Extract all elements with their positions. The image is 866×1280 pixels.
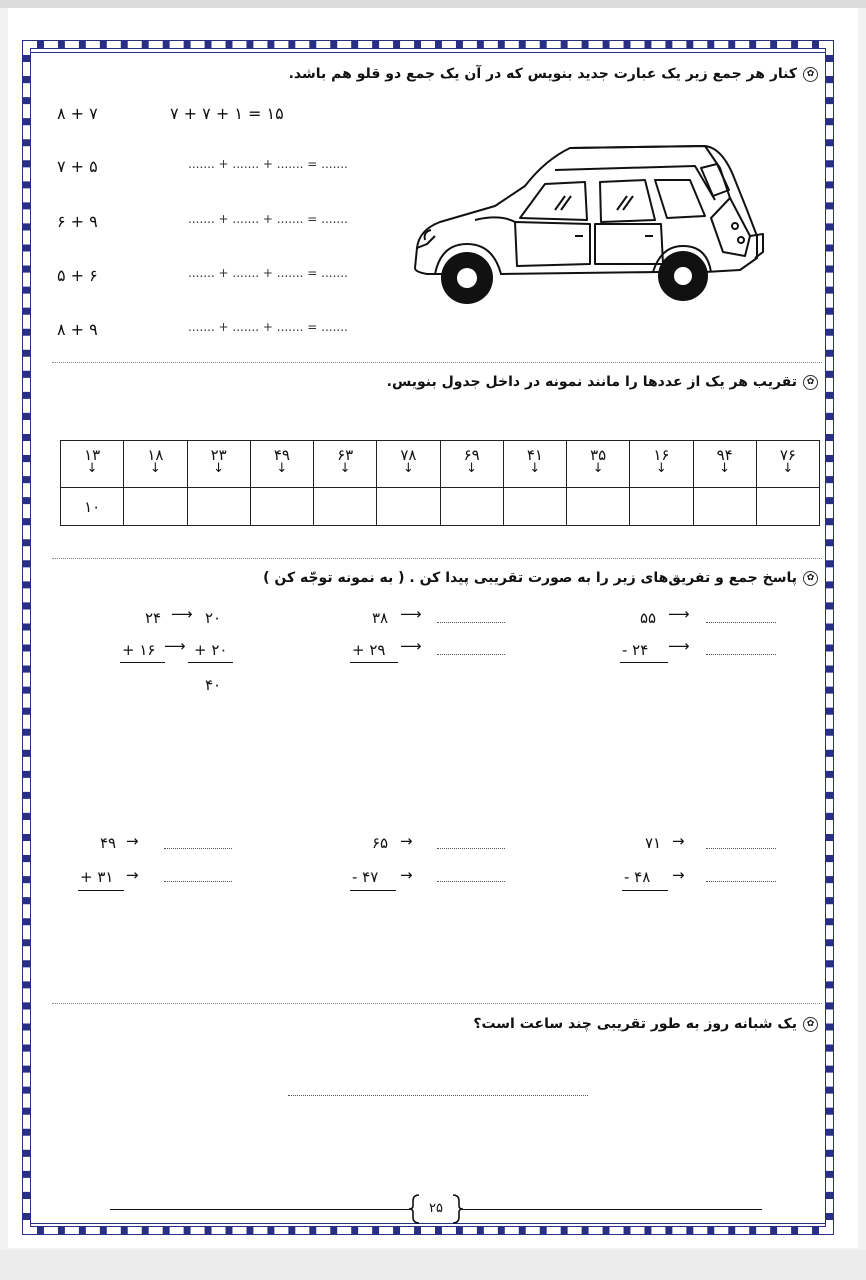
arrow-right-icon: ⟶ [171,605,193,623]
s1-right-2[interactable]: ....... + ....... + ....... = ....... [188,157,348,171]
table-cell-answer[interactable] [693,488,756,526]
example-b: + ۱۶ [122,641,156,659]
table-cell-number: ۱۶ ↓ [630,441,693,488]
answer-blank[interactable] [288,1095,588,1096]
answer-blank[interactable] [706,654,776,655]
table-cell-answer[interactable] [314,488,377,526]
underline [120,662,165,663]
car-illustration [405,140,770,310]
arrow-down-icon: ↓ [719,461,731,476]
section4-instruction: ✿یک شبانه روز به طور تقریبی چند ساعت است؟ [473,1016,818,1032]
underline [350,662,398,663]
table-cell-number: ۶۹ ↓ [440,441,503,488]
section3-instruction: ✿پاسخ جمع و تفریق‌های زیر را به صورت تقریبی پیدا کن . ( به نمونه توجّه کن ) [263,570,818,586]
s1-right-1: ۷ + ۷ + ۱ = ۱۵ [170,104,284,123]
footer-line-left [110,1209,410,1210]
arrow-down-icon: ↓ [529,461,541,476]
answer-blank[interactable] [164,881,232,882]
arrow-right-icon: ⟶ [164,637,186,655]
s1-left-4: ۵ + ۶ [57,266,98,285]
underline [78,890,124,891]
footer-line-right [462,1209,762,1210]
arrow-right-icon: → [126,866,139,884]
table-cell-answer[interactable] [124,488,187,526]
example-b-round: + ۲۰ [194,641,228,659]
problem-b: - ۴۷ [352,868,379,886]
arrow-down-icon: ↓ [339,461,351,476]
bottom-bar [0,1250,866,1280]
problem-a: ۳۸ [372,609,389,627]
arrow-down-icon: ↓ [86,461,98,476]
problem-b: + ۲۹ [352,641,386,659]
answer-blank[interactable] [706,848,776,849]
separator [52,362,822,363]
underline [620,662,668,663]
s1-left-2: ۷ + ۵ [57,157,98,176]
arrow-down-icon: ↓ [276,461,288,476]
arrow-down-icon: ↓ [402,461,414,476]
example-result: ۴۰ [205,676,222,694]
table-cell-number: ۳۵ ↓ [567,441,630,488]
arrow-right-icon: → [400,866,413,884]
arrow-right-icon: → [400,832,413,850]
flower-bullet-icon: ✿ [803,67,818,82]
problem-b: + ۳۱ [80,868,114,886]
table-cell-answer[interactable] [440,488,503,526]
flower-bullet-icon: ✿ [803,1017,818,1032]
underline [188,662,233,663]
answer-blank[interactable] [437,654,505,655]
table-cell-answer[interactable] [503,488,566,526]
arrow-down-icon: ↓ [782,461,794,476]
underline [350,890,396,891]
arrow-right-icon: ⟶ [400,637,422,655]
table-cell-number: ۹۴ ↓ [693,441,756,488]
answer-blank[interactable] [437,622,505,623]
separator [52,1003,822,1004]
arrow-down-icon: ↓ [466,461,478,476]
s1-left-5: ۸ + ۹ [57,320,98,339]
arrow-down-icon: ↓ [149,461,161,476]
arrow-right-icon: ⟶ [400,605,422,623]
arrow-right-icon: ⟶ [668,605,690,623]
table-cell-answer[interactable] [756,488,819,526]
s1-right-4[interactable]: ....... + ....... + ....... = ....... [188,266,348,280]
table-cell-answer[interactable] [250,488,313,526]
arrow-right-icon: → [126,832,139,850]
arrow-down-icon: ↓ [592,461,604,476]
table-cell-number: ۷۸ ↓ [377,441,440,488]
problem-a: ۶۵ [372,834,389,852]
flower-bullet-icon: ✿ [803,375,818,390]
underline [622,890,668,891]
answer-blank[interactable] [706,622,776,623]
flower-bullet-icon: ✿ [803,571,818,586]
answer-blank[interactable] [437,848,505,849]
table-cell-answer[interactable] [377,488,440,526]
arrow-right-icon: → [672,832,685,850]
example-a: ۲۴ [145,609,162,627]
problem-a: ۷۱ [645,834,662,852]
problem-b: - ۲۴ [622,641,649,659]
top-bar [0,0,866,8]
section1-instruction: ✿کنار هر جمع زیر یک عبارت جدید بنویس که در آن یک جمع دو قلو هم باشد. [289,66,818,82]
table-cell-number: ۱۳ ↓ [61,441,124,488]
answer-blank[interactable] [437,881,505,882]
table-cell-number: ۶۳ ↓ [314,441,377,488]
rounding-table [60,440,820,526]
separator [52,558,822,559]
s1-left-3: ۶ + ۹ [57,212,98,231]
answer-blank[interactable] [706,881,776,882]
s1-right-5[interactable]: ....... + ....... + ....... = ....... [188,320,348,334]
table-cell-answer[interactable] [567,488,630,526]
arrow-down-icon: ↓ [655,461,667,476]
arrow-right-icon: ⟶ [668,637,690,655]
table-cell-number: ۲۳ ↓ [187,441,250,488]
table-cell-number: ۴۹ ↓ [250,441,313,488]
arrow-right-icon: → [672,866,685,884]
table-cell-number: ۴۱ ↓ [503,441,566,488]
table-cell-answer[interactable] [187,488,250,526]
example-a-round: ۲۰ [205,609,222,627]
s1-right-3[interactable]: ....... + ....... + ....... = ....... [188,212,348,226]
problem-a: ۵۵ [640,609,657,627]
answer-blank[interactable] [164,848,232,849]
arrow-down-icon: ↓ [213,461,225,476]
table-cell-answer[interactable] [630,488,693,526]
s1-left-1: ۸ + ۷ [57,104,98,123]
page-number: ۲۵ [429,1201,443,1216]
table-cell-answer: ۱۰ [61,488,124,526]
problem-b: - ۴۸ [624,868,651,886]
problem-a: ۴۹ [100,834,117,852]
table-cell-number: ۷۶ ↓ [756,441,819,488]
table-cell-number: ۱۸ ↓ [124,441,187,488]
section2-instruction: ✿تقریب هر یک از عددها را مانند نمونه در داخل جدول بنویس. [387,374,818,390]
